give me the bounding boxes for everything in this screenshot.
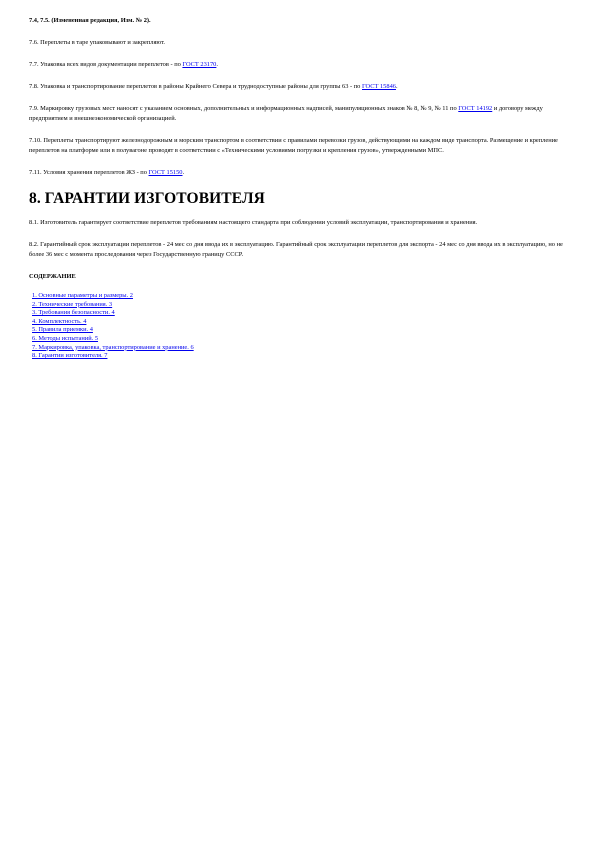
paragraph-7-11-end: . — [182, 169, 185, 176]
paragraph-8-2: 8.2. Гарантийный срок эксплуатации переплетов - 24 мес со дня ввода их в эксплуатацию. Гарантийный срок эксплуатации переплетов для экспорта - 24 мес со дня ввода их в эксплуатацию, но не более 36 мес с момента проследования через Государственную границу СССР. — [29, 241, 563, 258]
toc-item — [32, 335, 569, 344]
section-8-heading: 8. ГАРАНТИИ ИЗГОТОВИТЕЛЯ — [29, 190, 265, 207]
toc-title: СОДЕРЖАНИЕ — [29, 273, 76, 280]
link-gost-23170[interactable]: ГОСТ 23170 — [182, 61, 217, 68]
paragraph-7-11 — [29, 168, 569, 178]
toc-item — [32, 352, 569, 361]
link-gost-15846[interactable]: ГОСТ 15846 — [361, 83, 396, 90]
paragraph-7-7-end: . — [216, 61, 218, 68]
link-gost-14192[interactable]: ГОСТ 14192 — [458, 105, 493, 112]
paragraph-7-8-text: 7.8. Упаковка и транспортирование переплетов в районы Крайнего Севера и труднодоступные районы для группы 63 - по — [29, 83, 362, 90]
paragraph-7-6: 7.6. Переплеты в таре упаковывают и закрепляют. — [29, 39, 165, 46]
paragraph-7-7 — [29, 60, 569, 70]
paragraph-7-8 — [29, 82, 569, 92]
toc-link-section-6[interactable]: 6. Методы испытаний. 5 — [32, 334, 99, 342]
document-page — [29, 16, 569, 361]
paragraph-7-7-text: 7.7. Упаковка всех видов документации переплетов - по — [29, 61, 183, 68]
paragraph-7-4: 7.4, 7.5. (Измененная редакция, Изм. № 2). — [29, 17, 151, 24]
paragraph-8-1: 8.1. Изготовитель гарантирует соответствие переплетов требованиям настоящего стандарта при соблюдении условий эксплуатации, транспортирования и хранения. — [29, 219, 478, 226]
toc-item — [32, 344, 569, 353]
toc-link-section-1[interactable]: 1. Основные параметры и размеры. 2 — [32, 292, 133, 299]
table-of-contents — [29, 292, 569, 361]
toc-item — [32, 301, 569, 310]
toc-link-section-5[interactable]: 5. Правила приемки. 4 — [32, 326, 93, 334]
toc-link-section-3[interactable]: 3. Требования безопасности. 4 — [32, 309, 115, 317]
paragraph-7-8-end: . — [395, 83, 398, 90]
paragraph-7-9-text: 7.9. Маркировку грузовых мест наносят с указанием основных, дополнительных и информационных надписей, манипуляционных знаков № 8, № 9, № 11 по — [29, 105, 459, 112]
paragraph-7-9-end: и договору между предприятием и внешнеэкономической организацией. — [29, 105, 543, 122]
paragraph-7-10: 7.10. Переплеты транспортируют железнодорожным и морским транспортом в соответствии с правилами перевозки грузов, действующими на каждом виде транспорта. Размещение и крепление переплетов на платформе или в полувагоне проводят в соответствии с «Техническими условиями погрузки и крепления грузов», утвержденными МПС. — [29, 137, 558, 154]
toc-item — [32, 326, 569, 335]
toc-item — [32, 309, 569, 318]
toc-item — [32, 318, 569, 327]
link-gost-15150[interactable]: ГОСТ 15150 — [148, 169, 183, 176]
toc-link-section-8[interactable]: 8. Гарантии изготовителя. 7 — [32, 352, 108, 360]
paragraph-7-9 — [29, 104, 569, 124]
toc-link-section-2[interactable]: 2. Технические требования. 3 — [32, 300, 113, 308]
toc-link-section-4[interactable]: 4. Комплектность. 4 — [32, 317, 87, 325]
toc-item — [32, 292, 569, 301]
toc-link-section-7[interactable]: 7. Маркировка, упаковка, транспортирование и хранение. 6 — [32, 343, 194, 351]
paragraph-7-11-text: 7.11. Условия хранения переплетов ЖЗ - по — [29, 169, 149, 176]
